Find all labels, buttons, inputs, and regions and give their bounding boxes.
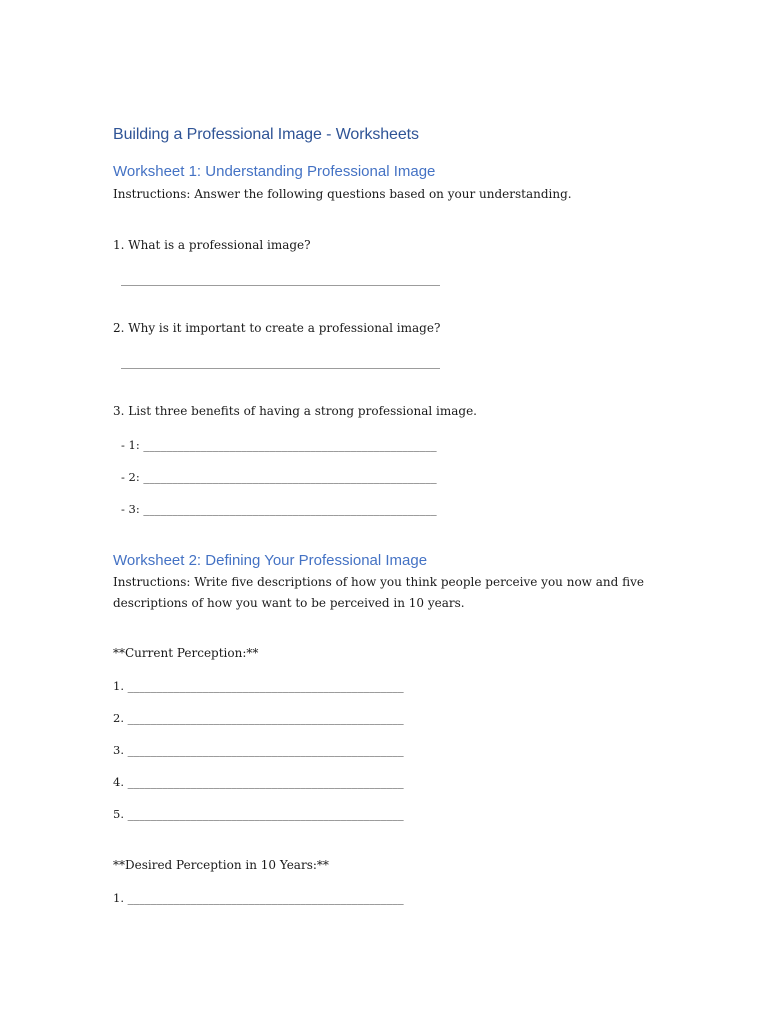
worksheet-1-instructions: Instructions: Answer the following questions based on your understanding.: [113, 187, 572, 201]
current-perception-line-2[interactable]: 2. ________________________________________________: [113, 711, 404, 725]
document-title: Building a Professional Image - Worksheets: [113, 126, 419, 143]
benefit-line-3[interactable]: - 3: ___________________________________________________: [121, 502, 437, 516]
worksheet-2-instructions-line-2: descriptions of how you want to be perceived in 10 years.: [113, 596, 465, 610]
question-2-answer-line[interactable]: __________________________________________________________: [121, 356, 440, 369]
current-perception-line-1[interactable]: 1. ________________________________________________: [113, 679, 404, 693]
worksheet-1-heading: Worksheet 1: Understanding Professional Image: [113, 163, 436, 180]
benefit-line-1[interactable]: - 1: ___________________________________________________: [121, 438, 437, 452]
question-3: 3. List three benefits of having a strong professional image.: [113, 404, 477, 418]
question-2: 2. Why is it important to create a professional image?: [113, 321, 441, 335]
desired-perception-label: **Desired Perception in 10 Years:**: [113, 858, 329, 872]
question-1-answer-line[interactable]: __________________________________________________________: [121, 273, 440, 286]
worksheet-2-heading: Worksheet 2: Defining Your Professional Image: [113, 552, 428, 569]
worksheet-2-instructions-line-1: Instructions: Write five descriptions of how you think people perceive you now and five: [113, 575, 645, 589]
current-perception-line-3[interactable]: 3. ________________________________________________: [113, 743, 404, 757]
question-1: 1. What is a professional image?: [113, 238, 311, 252]
current-perception-label: **Current Perception:**: [113, 646, 259, 660]
current-perception-line-4[interactable]: 4. ________________________________________________: [113, 775, 404, 789]
desired-perception-line-1[interactable]: 1. ________________________________________________: [113, 891, 404, 905]
benefit-line-2[interactable]: - 2: ___________________________________________________: [121, 470, 437, 484]
current-perception-line-5[interactable]: 5. ________________________________________________: [113, 807, 404, 821]
